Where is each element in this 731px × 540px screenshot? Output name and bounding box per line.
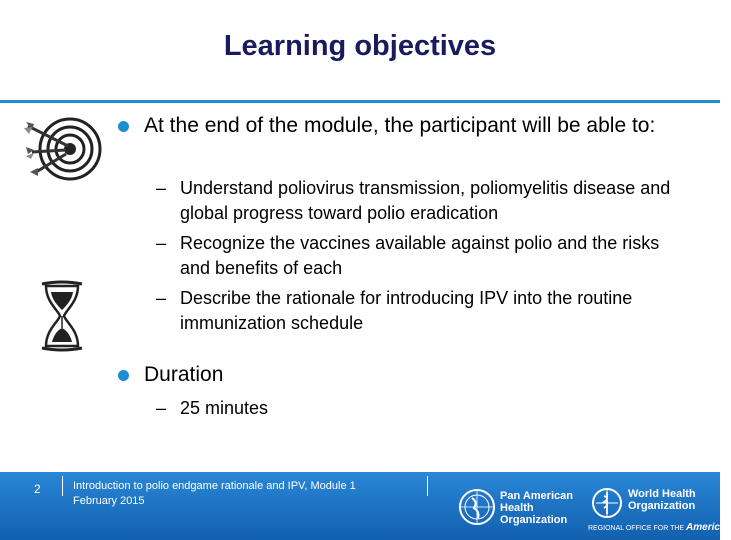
dash: –	[156, 288, 167, 308]
slide-title: Learning objectives	[223, 30, 497, 62]
sub-item-text: Describe the rationale for introducing IPV into the routine immunization schedule	[180, 288, 633, 333]
footer-divider	[427, 476, 428, 496]
paho-line2: Health	[500, 502, 534, 514]
footer-divider	[62, 476, 63, 496]
who-region: Americas	[686, 522, 731, 533]
footer-note	[73, 479, 413, 509]
paho-line1: Pan American	[500, 490, 573, 502]
who-logo	[588, 486, 731, 533]
dash: –	[156, 233, 167, 253]
footer-bar	[0, 472, 731, 540]
who-emblem-icon	[590, 486, 624, 520]
bullet-label: At the end of the module, the participant will be able to:	[144, 114, 656, 137]
globe-icon	[458, 488, 496, 526]
title-divider	[0, 100, 720, 103]
target-with-arrows-icon	[22, 112, 106, 186]
sub-item-text: Understand poliovirus transmission, poliomyelitis disease and global progress toward polio eradication	[180, 178, 671, 223]
page-number: 2	[34, 482, 41, 496]
bullet-dot	[118, 370, 129, 381]
footer-note-line2: February 2015	[73, 495, 145, 507]
who-sub: REGIONAL OFFICE FOR THE	[588, 525, 685, 532]
bullet-label: Duration	[144, 363, 224, 386]
hourglass-icon	[38, 280, 86, 352]
who-line2: Organization	[628, 500, 696, 512]
sub-item-text: Recognize the vaccines available against polio and the risks and benefits of each	[180, 233, 660, 278]
who-region-text	[588, 522, 731, 533]
bullet-dot	[118, 121, 129, 132]
dash: –	[156, 398, 167, 418]
dash: –	[156, 178, 167, 198]
paho-line3: Organization	[500, 514, 568, 526]
footer-note-line1: Introduction to polio endgame rationale and IPV, Module 1	[73, 480, 356, 492]
paho-logo	[458, 488, 578, 530]
who-line1: World Health	[628, 488, 696, 500]
sub-item-text: 25 minutes	[180, 398, 269, 418]
